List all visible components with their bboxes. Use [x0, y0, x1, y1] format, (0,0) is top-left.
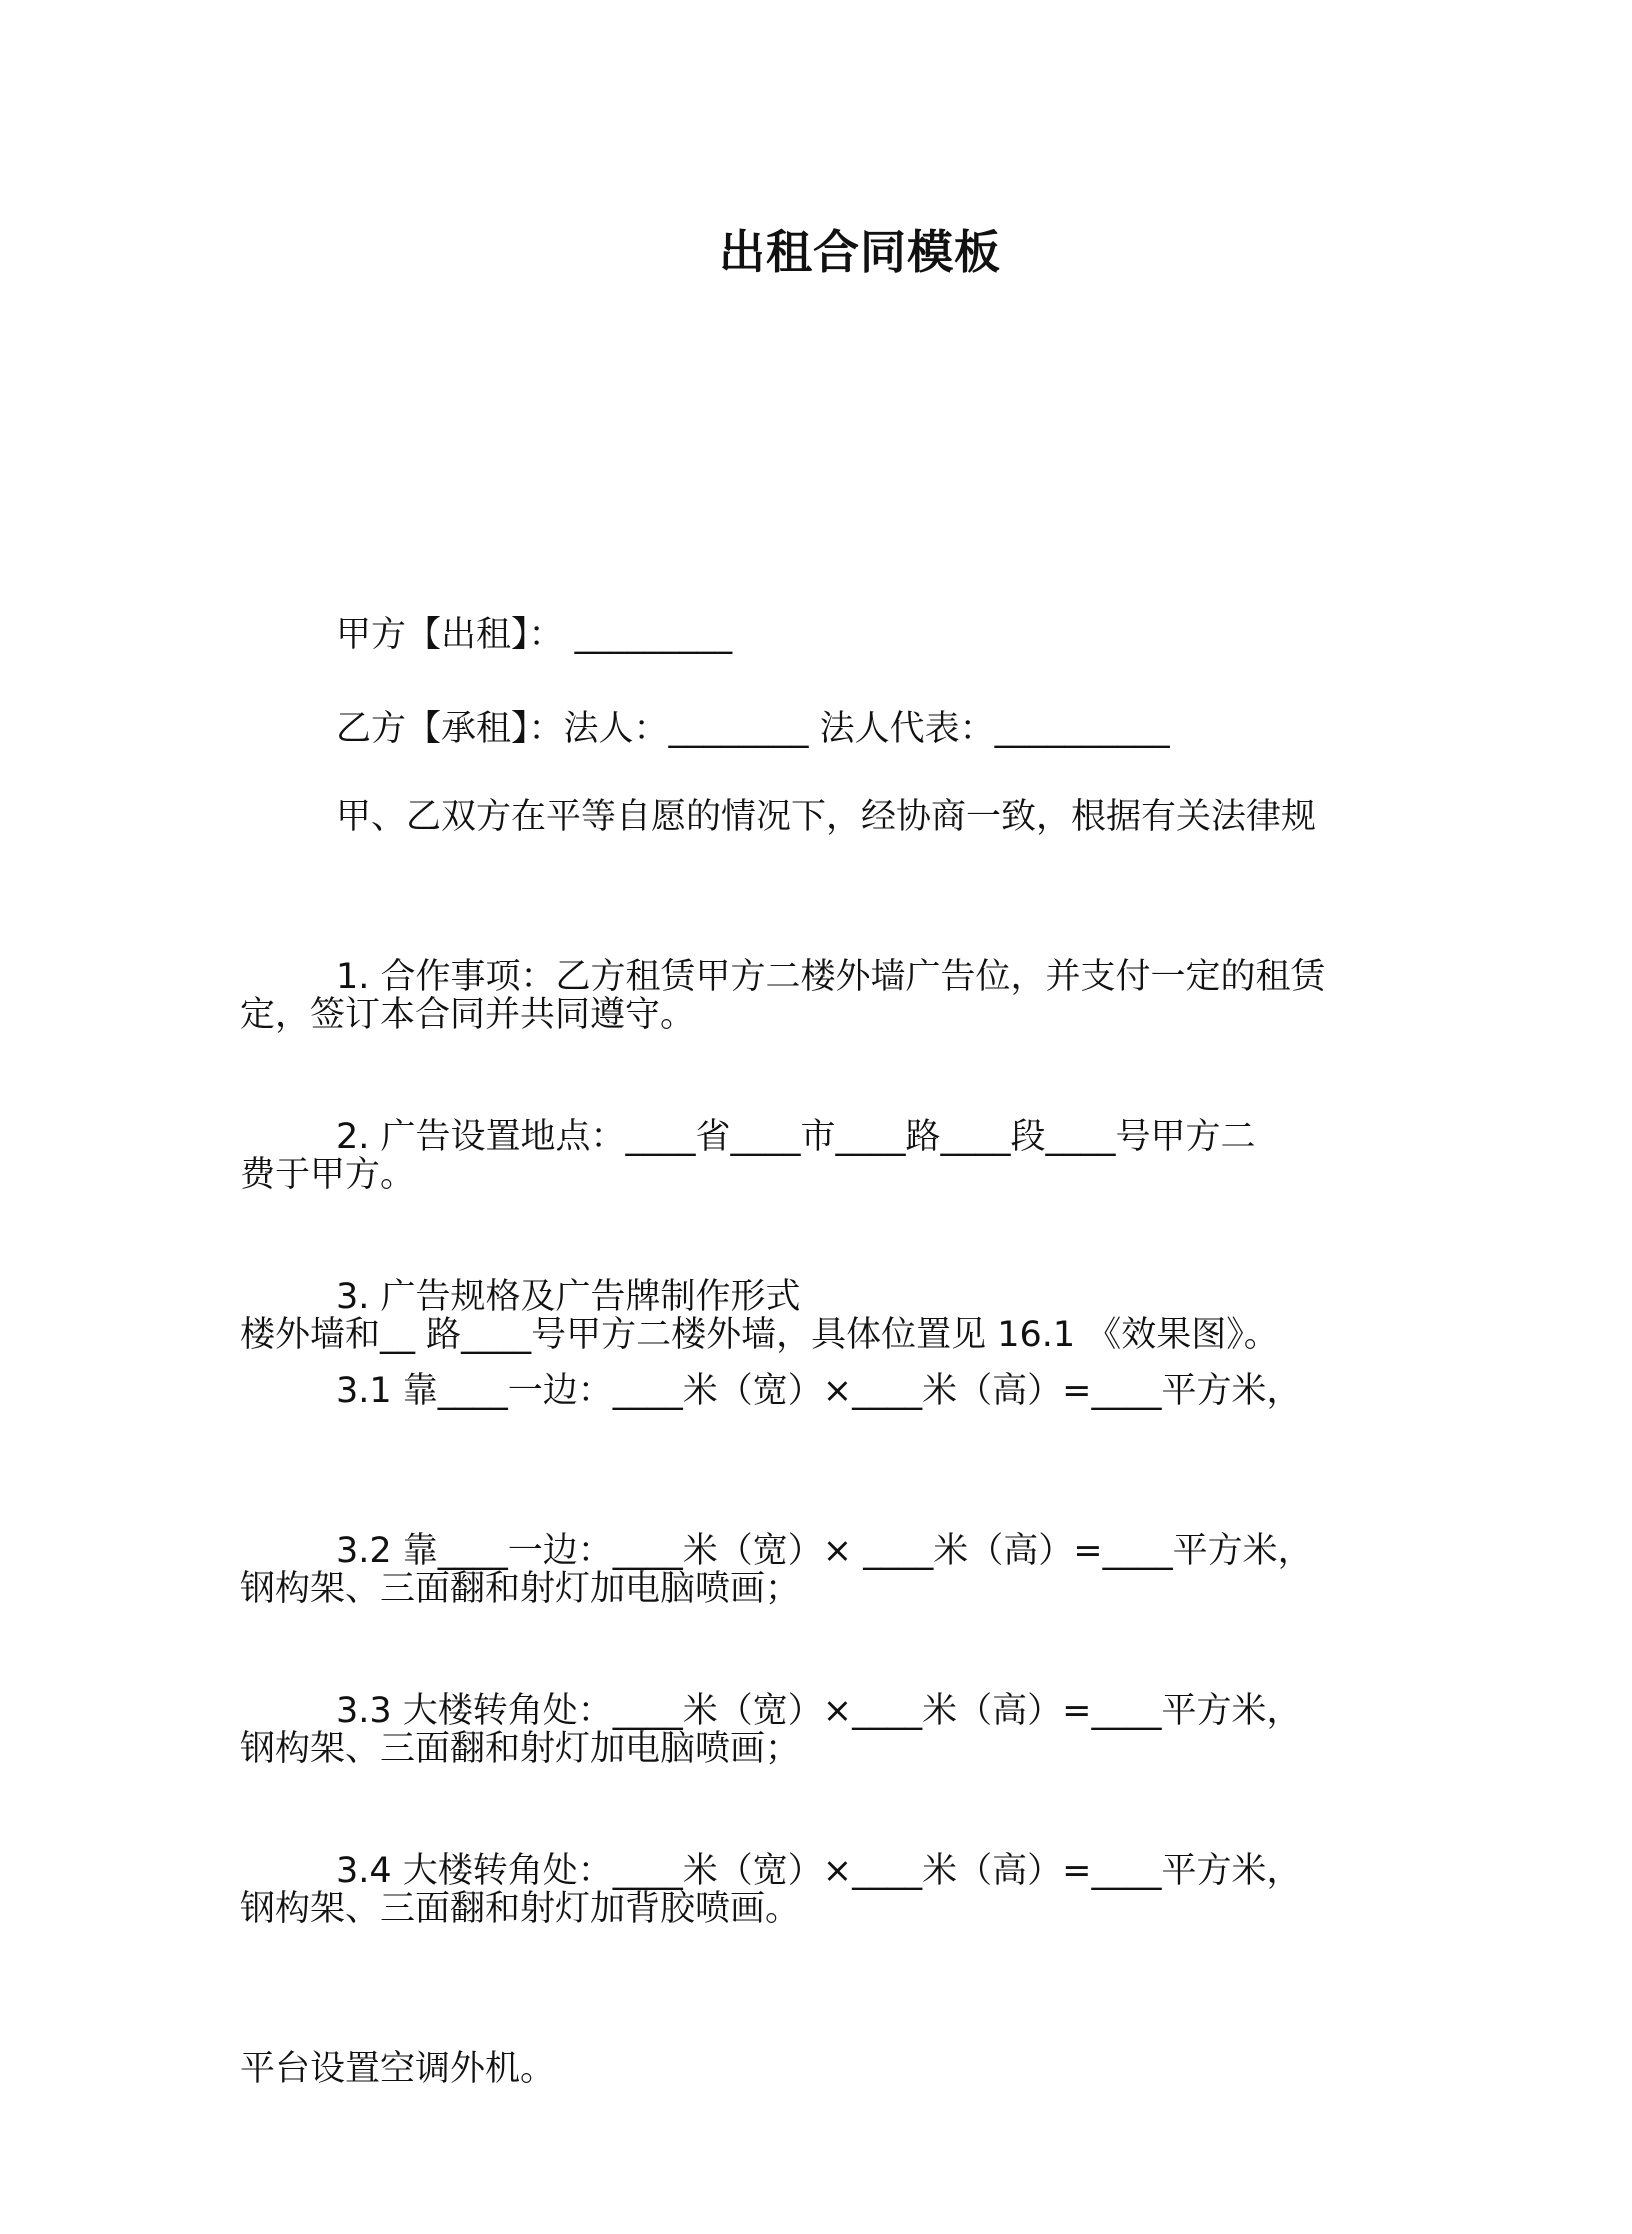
- paragraph-line: 3.3 大楼转角处：____米（宽）×____米（高）=____平方米，: [336, 1691, 1302, 1731]
- paragraph-line: 2. 广告设置地点：____省____市____路____段____号甲方二: [336, 1117, 1256, 1157]
- paragraph-line: 3.4 大楼转角处：____米（宽）×____米（高）=____平方米，: [336, 1851, 1302, 1891]
- paragraph-line: 钢构架、三面翻和射灯加背胶喷画。: [240, 1889, 801, 1929]
- document-title: 出租合同模板: [719, 225, 1001, 279]
- paragraph-line: 乙方【承租】：法人：________ 法人代表：__________: [336, 709, 1170, 749]
- paragraph-line: 甲方【出租】： _________: [336, 615, 733, 655]
- paragraph-line: 3.1 靠____一边：____米（宽）×____米（高）=____平方米，: [336, 1371, 1302, 1411]
- clause-3-4: [240, 1706, 1380, 2234]
- paragraph-line: 平台设置空调外机。: [240, 2049, 556, 2089]
- paragraph-line: 3.2 靠____一边：____米（宽）× ____米（高）=____平方米，: [336, 1531, 1313, 1571]
- paragraph-line: 费于甲方。: [240, 1155, 416, 1195]
- paragraph-line: 3. 广告规格及广告牌制作形式: [336, 1277, 801, 1317]
- paragraph-line: 钢构架、三面翻和射灯加电脑喷画；: [240, 1569, 801, 1609]
- paragraph-line: 楼外墙和__ 路____号甲方二楼外墙，具体位置见 16.1 《效果图》。: [240, 1315, 1279, 1355]
- paragraph-line: 钢构架、三面翻和射灯加电脑喷画；: [240, 1729, 801, 1769]
- paragraph-line: 定，签订本合同并共同遵守。: [240, 995, 696, 1035]
- paragraph-line: 1. 合作事项：乙方租赁甲方二楼外墙广告位，并支付一定的租赁: [336, 957, 1326, 997]
- paragraph-line: 甲、乙双方在平等自愿的情况下，经协商一致，根据有关法律规: [336, 797, 1317, 837]
